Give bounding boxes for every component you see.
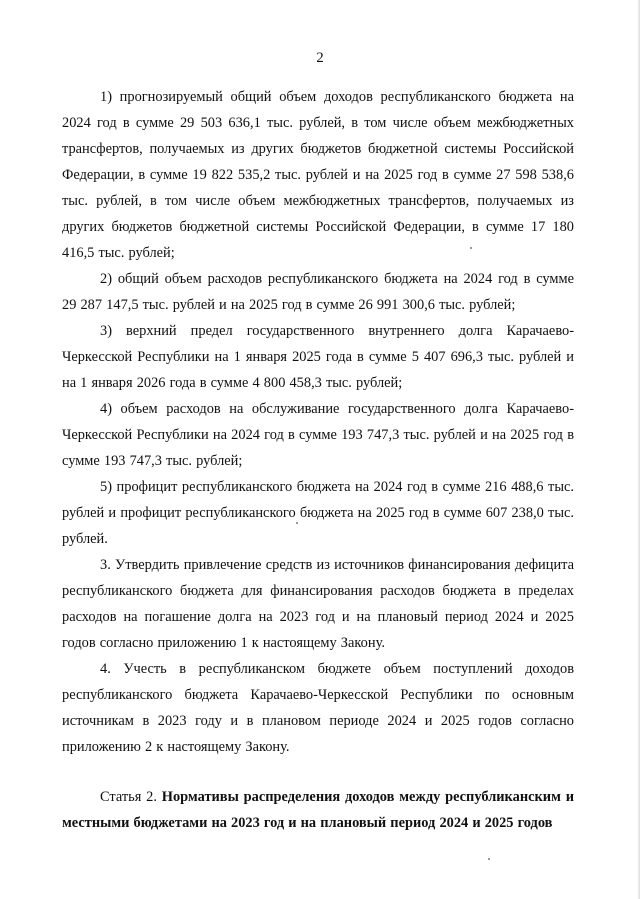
paragraph-surplus: 5) профицит республиканского бюджета на 2024 год в сумме 216 488,6 тыс. рублей и профицит республиканского бюджета на 2025 год в сумме 607 238,0 тыс. рублей. [62,479,574,547]
scan-speck [296,522,298,524]
article-heading [62,784,574,836]
document-body [62,84,574,836]
paragraph-debt-limit: 3) верхний предел государственного внутреннего долга Карачаево-Черкесской Республики на 1 января 2025 года в сумме 5 407 696,3 тыс. рублей и на 1 января 2026 года в сумме 4 800 458,3 тыс. рублей; [62,323,574,391]
article-label: Статья 2. [100,789,157,805]
article-title: Нормативы распределения доходов между республиканским и местными бюджетами на 2023 год и на плановый период 2024 и 2025 годов [62,789,574,831]
paragraph-debt-service: 4) объем расходов на обслуживание государственного долга Карачаево-Черкесской Республики на 2024 год в сумме 193 747,3 тыс. рублей и на 2025 год в сумме 193 747,3 тыс. рублей; [62,401,574,469]
scan-speck [488,858,490,860]
paragraph-expenses: 2) общий объем расходов республиканского бюджета на 2024 год в сумме 29 287 147,5 тыс. рублей и на 2025 год в сумме 26 991 300,6 тыс. рублей; [62,271,574,313]
page-number: 2 [316,50,324,66]
scan-speck [470,247,472,249]
paragraph-revenue-2024-2025: 1) прогнозируемый общий объем доходов республиканского бюджета на 2024 год в сумме 29 503 636,1 тыс. рублей, в том числе объем межбюджетных трансфертов, получаемых из других бюджетов бюджетной системы Российской Федерации, в сумме 19 822 535,2 тыс. рублей и на 2025 год в сумме 27 598 538,6 тыс. рублей, в том числе объем межбюджетных трансфертов, получаемых из других бюджетов бюджетной системы Российской Федерации, в сумме 17 180 416,5 тыс. рублей; [62,89,574,261]
paragraph-revenue-sources: 4. Учесть в республиканском бюджете объем поступлений доходов республиканского бюджета Карачаево-Черкесской Республики по основным источникам в 2023 году и в плановом периоде 2024 и 2025 годов согласно приложению 2 к настоящему Закону. [62,661,574,755]
paragraph-financing-sources: 3. Утвердить привлечение средств из источников финансирования дефицита республиканского бюджета для финансирования расходов бюджета в пределах расходов на погашение долга на 2023 год и на плановый период 2024 и 2025 годов согласно приложению 1 к настоящему Закону. [62,557,574,651]
